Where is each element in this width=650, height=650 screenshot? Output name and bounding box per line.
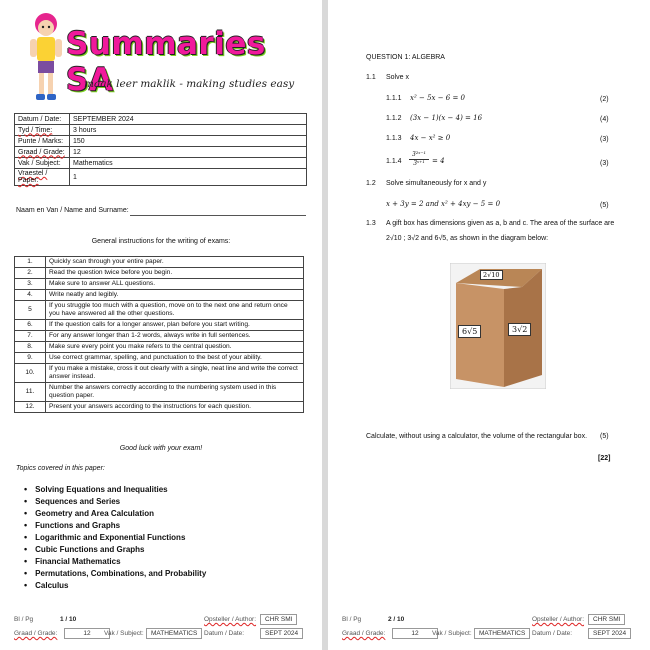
- info-label: Graad / Grade:: [15, 147, 70, 158]
- q12-number: 1.2: [366, 180, 376, 187]
- instruction-number: 1.: [15, 257, 46, 268]
- instruction-row: [15, 279, 304, 290]
- footer-grade-value: 12: [392, 628, 438, 639]
- q111-number: 1.1.1: [386, 95, 402, 102]
- instruction-number: 12.: [15, 402, 46, 413]
- q111-marks: (2): [600, 96, 609, 103]
- info-label: Tyd / Time:: [15, 125, 70, 136]
- info-row: [15, 114, 307, 125]
- q114-numerator: 3²ˣ⁻¹: [409, 151, 429, 160]
- footer-page-number: 1 / 10: [60, 616, 77, 623]
- footer-date-label: Datum / Date:: [204, 630, 245, 637]
- footer-date-value: SEPT 2024: [588, 628, 631, 639]
- topics-list: [24, 483, 206, 591]
- info-row: [15, 147, 307, 158]
- instruction-number: 5: [15, 301, 46, 320]
- instruction-number: 11.: [15, 383, 46, 402]
- instruction-row: [15, 257, 304, 268]
- instruction-row: [15, 320, 304, 331]
- instruction-row: [15, 331, 304, 342]
- instruction-text: If the question calls for a longer answer, plan before you start writing.: [46, 320, 304, 331]
- instruction-row: [15, 402, 304, 413]
- info-label: Datum / Date:: [15, 114, 70, 125]
- q13-text-line2: 2√10 ; 3√2 and 6√5, as shown in the diagram below:: [386, 235, 549, 242]
- instruction-text: Write neatly and legibly.: [46, 290, 304, 301]
- q11-number: 1.1: [366, 74, 376, 81]
- footer-row-1: [14, 616, 310, 623]
- footer-subject-label: Vak / Subject:: [432, 630, 472, 637]
- gift-box-diagram: [450, 263, 546, 389]
- footer-row-2: [342, 630, 638, 637]
- exam-info-table: [14, 113, 307, 186]
- info-row: [15, 169, 307, 186]
- q114-fraction: [409, 151, 429, 168]
- q13-text-line1: A gift box has dimensions given as a, b and c. The area of the surface are: [386, 220, 615, 227]
- info-label: Vraestel / Paper:: [15, 169, 70, 186]
- topic-item: • Cubic Functions and Graphs: [24, 543, 206, 555]
- q113-marks: (3): [600, 136, 609, 143]
- info-value: SEPTEMBER 2024: [70, 114, 307, 125]
- name-input-line[interactable]: [130, 215, 306, 216]
- question-heading: QUESTION 1: ALGEBRA: [366, 54, 445, 61]
- q114-denominator: 3ˣ⁺¹: [413, 160, 425, 167]
- instruction-text: Present your answers according to the instructions for each question.: [46, 402, 304, 413]
- topic-item: • Permutations, Combinations, and Probability: [24, 567, 206, 579]
- instruction-row: [15, 364, 304, 383]
- info-row: [15, 158, 307, 169]
- instruction-row: [15, 342, 304, 353]
- info-value: 1: [70, 169, 307, 186]
- topic-item: • Geometry and Area Calculation: [24, 507, 206, 519]
- instruction-row: [15, 290, 304, 301]
- footer-grade-value: 12: [64, 628, 110, 639]
- info-row: [15, 125, 307, 136]
- q114-rhs: = 4: [432, 157, 445, 165]
- info-label: Punte / Marks:: [15, 136, 70, 147]
- footer-author-label: Opsteller / Author:: [532, 616, 585, 623]
- q112-marks: (4): [600, 116, 609, 123]
- instruction-number: 3.: [15, 279, 46, 290]
- footer-subject-value: MATHEMATICS: [474, 628, 530, 639]
- instructions-heading: General instructions for the writing of exams:: [91, 238, 231, 245]
- info-value: 12: [70, 147, 307, 158]
- instruction-text: Read the question twice before you begin.: [46, 268, 304, 279]
- topic-item: • Solving Equations and Inequalities: [24, 483, 206, 495]
- page-2: [328, 0, 650, 650]
- footer-grade-label: Graad / Grade:: [14, 630, 58, 637]
- instruction-text: Quickly scan through your entire paper.: [46, 257, 304, 268]
- box-label-side: 3√2: [508, 323, 531, 336]
- topic-item: • Sequences and Series: [24, 495, 206, 507]
- instruction-number: 10.: [15, 364, 46, 383]
- topics-heading: Topics covered in this paper:: [16, 465, 105, 472]
- instruction-text: Number the answers correctly according to the numbering system used in this question paper.: [46, 383, 304, 402]
- q113-expr: 4x − x² ≥ 0: [410, 134, 451, 142]
- instruction-text: For any answer longer than 1-2 words, always write in full sentences.: [46, 331, 304, 342]
- box-label-front: 6√5: [458, 325, 481, 338]
- instruction-number: 8.: [15, 342, 46, 353]
- footer-date-label: Datum / Date:: [532, 630, 573, 637]
- calc-marks: (5): [600, 433, 609, 440]
- topic-item: • Calculus: [24, 579, 206, 591]
- footer-author-value: CHR SMI: [260, 614, 297, 625]
- footer-author-value: CHR SMI: [588, 614, 625, 625]
- question-total: [22]: [598, 455, 611, 462]
- instruction-row: [15, 383, 304, 402]
- footer-subject-value: MATHEMATICS: [146, 628, 202, 639]
- footer-page-label: Bl / Pg: [342, 616, 362, 623]
- q111-expr: x² − 5x − 6 = 0: [410, 94, 466, 102]
- instruction-number: 9.: [15, 353, 46, 364]
- footer-subject-label: Vak / Subject:: [104, 630, 144, 637]
- q12-marks: (5): [600, 202, 609, 209]
- q112-number: 1.1.2: [386, 115, 402, 122]
- q112-expr: (3x − 1)(x − 4) = 16: [410, 114, 483, 122]
- name-label: Naam en Van / Name and Surname:: [16, 207, 129, 214]
- footer-row-2: [14, 630, 310, 637]
- good-luck-text: Good luck with your exam!: [119, 445, 203, 452]
- q12-expr: x + 3y = 2 and x² + 4xy − 5 = 0: [386, 200, 501, 208]
- instruction-row: [15, 268, 304, 279]
- q114-marks: (3): [600, 160, 609, 167]
- footer-page-label: Bl / Pg: [14, 616, 34, 623]
- mascot-illustration: [24, 6, 68, 104]
- instruction-text: If you make a mistake, cross it out clearly with a single, neat line and write the correct answer instead.: [46, 364, 304, 383]
- topic-item: • Functions and Graphs: [24, 519, 206, 531]
- logo-title: Summaries SA: [66, 26, 266, 98]
- instruction-text: Make sure every point you make refers to the central question.: [46, 342, 304, 353]
- q114-number: 1.1.4: [386, 158, 402, 165]
- instruction-text: Make sure to answer ALL questions.: [46, 279, 304, 290]
- q13-number: 1.3: [366, 220, 376, 227]
- q11-text: Solve x: [386, 74, 409, 81]
- instruction-row: [15, 301, 304, 320]
- info-row: [15, 136, 307, 147]
- q12-text: Solve simultaneously for x and y: [386, 180, 487, 187]
- footer-date-value: SEPT 2024: [260, 628, 303, 639]
- footer-author-label: Opsteller / Author:: [204, 616, 257, 623]
- footer-grade-label: Graad / Grade:: [342, 630, 386, 637]
- topic-item: • Financial Mathematics: [24, 555, 206, 567]
- instruction-number: 2.: [15, 268, 46, 279]
- info-value: 3 hours: [70, 125, 307, 136]
- instruction-number: 7.: [15, 331, 46, 342]
- page-1: [0, 0, 322, 650]
- q113-number: 1.1.3: [386, 135, 402, 142]
- box-label-top: 2√10: [480, 270, 503, 280]
- instruction-number: 4.: [15, 290, 46, 301]
- info-label: Vak / Subject:: [15, 158, 70, 169]
- instruction-number: 6.: [15, 320, 46, 331]
- footer-page-number: 2 / 10: [388, 616, 405, 623]
- instruction-row: [15, 353, 304, 364]
- info-value: 150: [70, 136, 307, 147]
- instruction-text: If you struggle too much with a question, move on to the next one and return once you have answered all the other questions.: [46, 301, 304, 320]
- instructions-table: [14, 256, 304, 413]
- calc-text: Calculate, without using a calculator, the volume of the rectangular box.: [366, 433, 588, 440]
- topic-item: • Logarithmic and Exponential Functions: [24, 531, 206, 543]
- footer-row-1: [342, 616, 638, 623]
- instruction-text: Use correct grammar, spelling, and punctuation to the best of your ability.: [46, 353, 304, 364]
- logo-tagline: maak leer maklik - making studies easy: [84, 78, 295, 90]
- info-value: Mathematics: [70, 158, 307, 169]
